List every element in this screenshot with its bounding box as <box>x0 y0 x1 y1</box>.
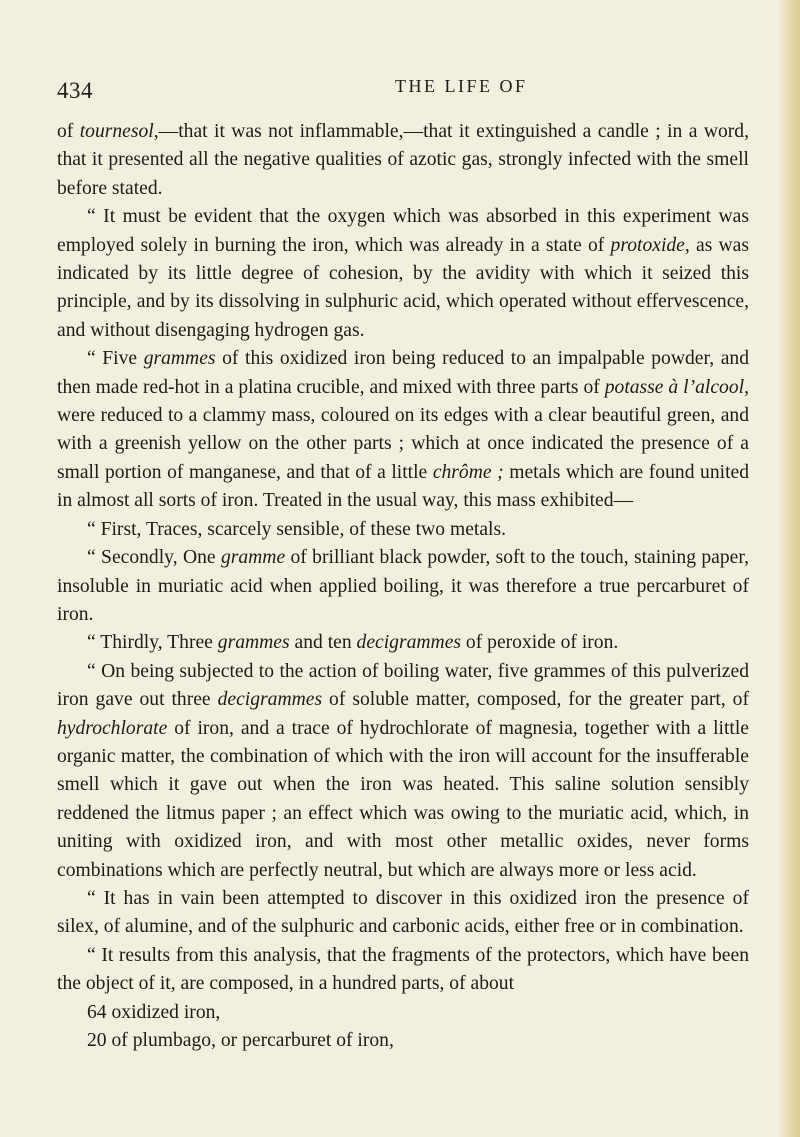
italic-term: grammes <box>143 348 216 370</box>
paragraph <box>57 203 749 345</box>
list-item: 64 oxidized iron, <box>87 1001 221 1023</box>
page-edge <box>778 0 800 1137</box>
italic-term: hydrochlorate <box>57 717 168 739</box>
text-run: , as was indicated by its little degree of cohesion, by the avidity with which it seized this principle, and by its dissolving in sulphuric acid, which operated without effervescence, and without disengaging hydrogen gas. <box>57 234 749 341</box>
text-run: , were reduced to a clammy mass, coloured on its edges with a clear beautiful green, and with a greenish yellow on the other parts ; which at once indicated the presence of a small portion of manganese, and that of a little <box>57 376 749 483</box>
text-run: “ First, Traces, scarcely sensible, of these two metals. <box>87 518 506 540</box>
text-run: of brilliant black powder, soft to the touch, staining paper, insoluble in muriatic acid when applied boiling, it was therefore a true percarburet of iron. <box>57 547 749 625</box>
text-run: of this oxidized iron being reduced to an impalpable powder, and then made red-hot in a platina crucible, and mixed with three parts of <box>57 348 749 398</box>
italic-term: grammes <box>217 632 290 654</box>
italic-term: gramme <box>220 547 286 569</box>
text-run: “ It results from this analysis, that the fragments of the protectors, which have been the object of it, are composed, in a hundred parts, of about <box>57 944 749 995</box>
text-run: “ It must be evident that the oxygen which was absorbed in this experiment was employed solely in burning the iron, which was already in a state of <box>57 206 749 256</box>
text-run: and ten <box>289 632 357 654</box>
text-run: “ Five <box>87 348 144 370</box>
running-head: THE LIFE OF <box>395 76 528 96</box>
paragraph <box>57 885 749 942</box>
page-header <box>57 70 747 110</box>
text-run: “ Secondly, One <box>87 547 221 569</box>
body-text <box>57 118 749 1055</box>
text-run: “ Thirdly, Three <box>87 632 218 654</box>
paragraph <box>57 345 749 515</box>
text-run: ,—that it was not inflammable,—that it extinguished a candle ; in a word, that it presented all the negative qualities of azotic gas, strongly infected with the smell before stated. <box>57 121 749 199</box>
paragraph <box>57 658 749 885</box>
paragraph <box>57 544 749 629</box>
text-run: “ On being subjected to the action of boiling water, five grammes of this pulverized iron gave out three <box>57 660 749 711</box>
text-run: metals which are found united in almost all sorts of iron. Treated in the usual way, this mass exhibited— <box>57 461 750 512</box>
text-run: of iron, and a trace of hydrochlorate of magnesia, together with a little organic matter, the combination of which with the iron will account for the insufferable smell which it gave out when the iron was heated. This saline solution sensibly reddened the litmus paper ; an effect which was owing to the muriatic acid, which, in uniting with oxidized iron, and with most other metallic oxides, never forms combinations which are perfectly neutral, but which are always more or less acid. <box>57 717 749 881</box>
page-number: 434 <box>57 78 93 103</box>
italic-term: decigrammes <box>356 632 462 654</box>
text-run: of <box>57 121 80 142</box>
italic-term: chrôme ; <box>432 461 504 483</box>
italic-term: protoxide <box>610 234 685 256</box>
paragraph <box>57 629 749 657</box>
italic-term: potasse à l’alcool <box>604 376 745 398</box>
list-item: 20 of plumbago, or percarburet of iron, <box>87 1030 394 1051</box>
text-run: of soluble matter, composed, for the greater part, of <box>322 689 749 711</box>
italic-term: decigrammes <box>217 689 323 711</box>
paragraphs <box>57 118 749 999</box>
paragraph <box>57 516 749 544</box>
text-run: of peroxide of iron. <box>461 632 619 654</box>
paragraph <box>57 118 749 203</box>
text-run: “ It has in vain been attempted to discover in this oxidized iron the presence of silex, of alumine, and of the sulphuric and carbonic acids, either free or in combination. <box>57 887 749 938</box>
paragraph <box>57 942 749 999</box>
composition-list <box>57 999 749 1056</box>
italic-term: tournesol <box>79 121 154 142</box>
